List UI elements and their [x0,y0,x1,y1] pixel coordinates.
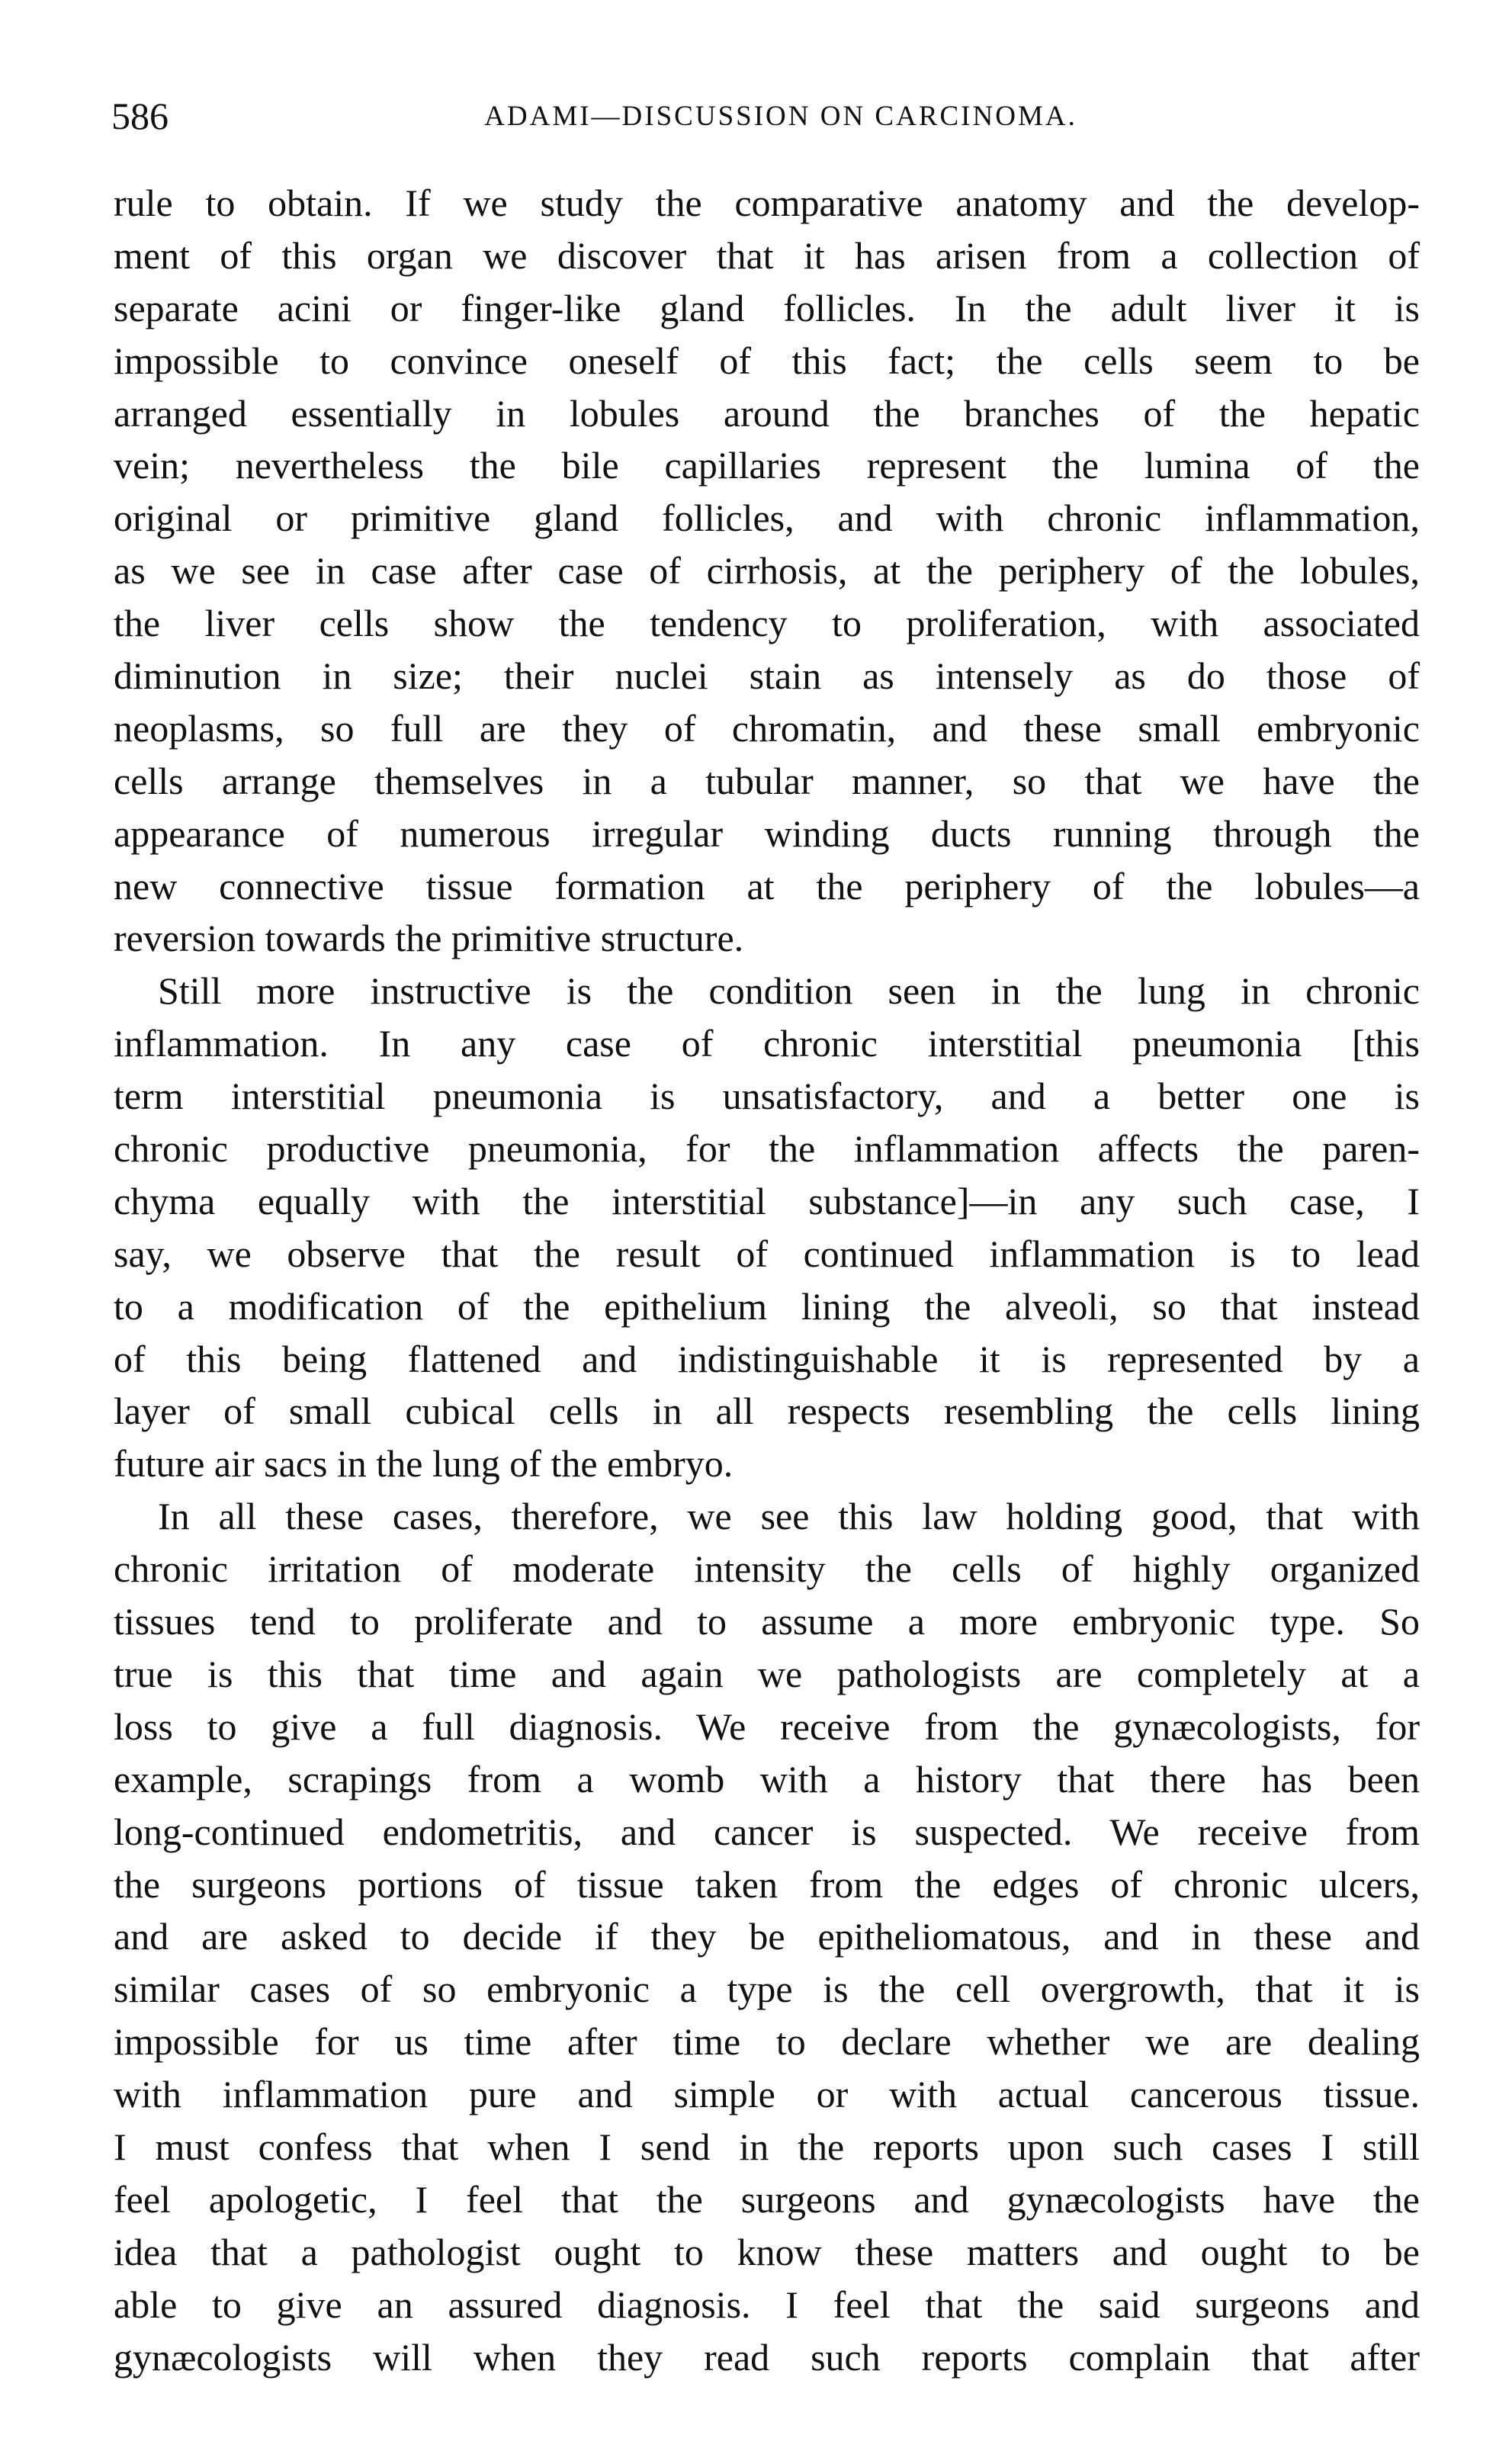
text-line: diminution in size; their nuclei stain as intensely as do those of [114,654,1420,698]
text-line: long-continued endometritis, and cancer is suspected. We receive from [114,1810,1420,1853]
text-line: inflammation. In any case of chronic interstitial pneumonia [this [114,1022,1420,1065]
text-line: similar cases of so embryonic a type is the cell overgrowth, that it is [114,1968,1420,2011]
text-line: example, scrapings from a womb with a history that there has been [114,1757,1420,1801]
text-line: impossible to convince oneself of this fact; the cells seem to be [114,339,1420,382]
page-number: 586 [111,95,169,137]
text-line: feel apologetic, I feel that the surgeons and gynæcologists have the [114,2177,1420,2221]
text-line: layer of small cubical cells in all respects resembling the cells lining [114,1389,1420,1433]
text-line: new connective tissue formation at the periphery of the lobules—a [114,864,1420,908]
text-line: cells arrange themselves in a tubular manner, so that we have the [114,759,1420,802]
text-line: of this being flattened and indistinguishable it is represented by a [114,1337,1420,1380]
text-line: ment of this organ we discover that it has arisen from a collection of [114,233,1420,277]
text-line: impossible for us time after time to declare whether we are dealing [114,2020,1420,2064]
body-text [114,177,1420,2383]
text-line: rule to obtain. If we study the comparative anatomy and the develop- [114,182,1420,224]
text-line: vein; nevertheless the bile capillaries represent the lumina of the [114,444,1420,487]
text-line: separate acini or finger-like gland follicles. In the adult liver it is [114,286,1420,329]
text-line: chronic irritation of moderate intensity the cells of highly organized [114,1547,1420,1591]
text-line: original or primitive gland follicles, and with chronic inflammation, [114,496,1420,540]
text-line: the liver cells show the tendency to proliferation, with associated [114,602,1420,645]
text-line: chronic productive pneumonia, for the inflammation affects the paren- [114,1127,1420,1171]
running-title: ADAMI—DISCUSSION ON CARCINOMA. [484,101,1077,132]
text-line: arranged essentially in lobules around the branches of the hepatic [114,391,1420,435]
page-header [111,90,1420,143]
text-line: to a modification of the epithelium lining the alveoli, so that instead [114,1284,1420,1328]
text-line: I must confess that when I send in the reports upon such cases I still [114,2125,1420,2168]
text-line: loss to give a full diagnosis. We receive from the gynæcologists, for [114,1704,1420,1748]
text-line: true is this that time and again we pathologists are completely at a [114,1652,1420,1695]
text-line: able to give an assured diagnosis. I feel that the said surgeons and [114,2282,1420,2326]
text-line: Still more instructive is the condition seen in the lung in chronic [158,969,1420,1013]
text-line: say, we observe that the result of continued inflammation is to lead [114,1232,1420,1275]
text-line: reversion towards the primitive structure. [114,917,744,960]
text-line: with inflammation pure and simple or with actual cancerous tissue. [114,2073,1420,2116]
text-line: tissues tend to proliferate and to assume a more embryonic type. So [114,1600,1420,1643]
text-line: future air sacs in the lung of the embryo. [114,1442,734,1486]
text-line: as we see in case after case of cirrhosis, at the periphery of the lobules, [114,549,1420,593]
text-line: In all these cases, therefore, we see this law holding good, that with [158,1495,1420,1538]
text-line: neoplasms, so full are they of chromatin, and these small embryonic [114,706,1420,750]
text-line: term interstitial pneumonia is unsatisfactory, and a better one is [114,1075,1420,1118]
text-line: and are asked to decide if they be epitheliomatous, and in these and [114,1915,1420,1958]
text-line: chyma equally with the interstitial substance]—in any such case, I [114,1179,1420,1222]
text-line: appearance of numerous irregular winding ducts running through the [114,811,1420,855]
text-line: the surgeons portions of tissue taken from the edges of chronic ulcers, [114,1862,1420,1906]
text-line: idea that a pathologist ought to know these matters and ought to be [114,2230,1420,2273]
text-line: gynæcologists will when they read such reports complain that after [114,2335,1420,2379]
